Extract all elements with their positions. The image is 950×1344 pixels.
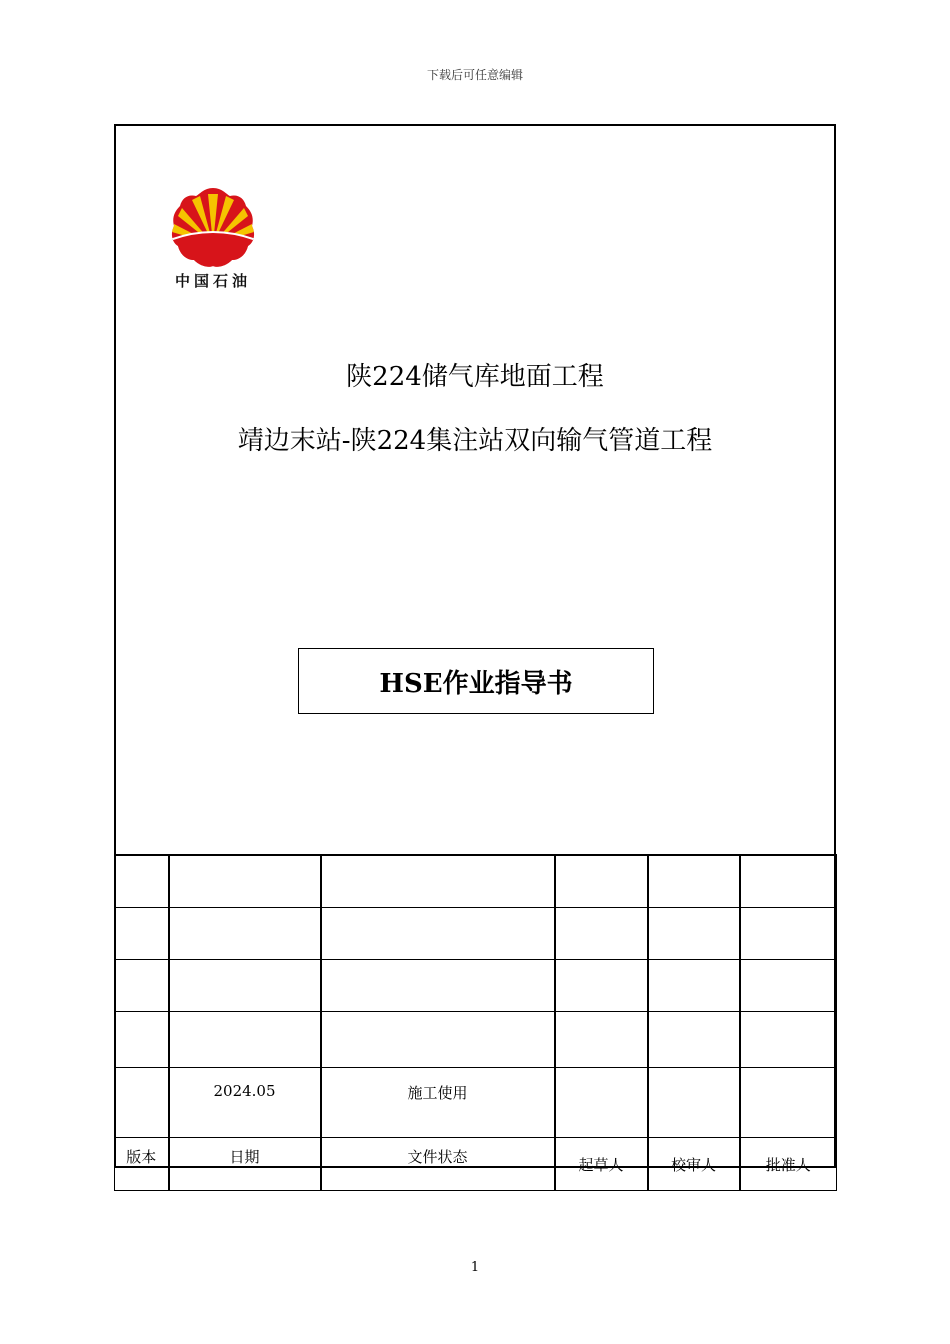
project-title-line2: 靖边末站-陕224集注站双向输气管道工程 — [237, 426, 713, 456]
table-row — [115, 855, 837, 908]
table-cell — [555, 960, 648, 1012]
header-status: 文件状态 — [321, 1138, 555, 1191]
table-cell — [321, 1012, 555, 1068]
petrochina-logo-icon — [170, 184, 256, 270]
table-cell — [115, 1012, 169, 1068]
reviewer-cell — [648, 1068, 740, 1138]
table-cell — [648, 908, 740, 960]
status-cell: 施工使用 — [321, 1068, 555, 1138]
table-cell — [648, 1012, 740, 1068]
table-cell — [169, 908, 321, 960]
cover-frame — [114, 124, 836, 1174]
table-cell — [740, 960, 837, 1012]
table-cell — [555, 908, 648, 960]
table-cell — [169, 960, 321, 1012]
table-cell — [740, 855, 837, 908]
header-note: 下载后可任意编辑 — [426, 68, 523, 82]
table-row — [115, 1068, 837, 1138]
page-number: 1 — [470, 1260, 480, 1275]
header-version: 版本 — [115, 1138, 169, 1191]
company-logo — [170, 184, 256, 294]
document-type-box — [298, 648, 654, 714]
table-row — [115, 1012, 837, 1068]
table-cell — [555, 1012, 648, 1068]
revision-table — [114, 854, 837, 1191]
header-date: 日期 — [169, 1138, 321, 1191]
table-row — [115, 908, 837, 960]
table-cell — [115, 960, 169, 1012]
project-title-line1: 陕224储气库地面工程 — [346, 362, 604, 392]
version-cell — [115, 1068, 169, 1138]
table-row — [115, 960, 837, 1012]
table-cell — [321, 908, 555, 960]
table-cell — [648, 855, 740, 908]
logo-text: 中国石油 — [174, 272, 251, 290]
table-header-row — [115, 1138, 837, 1191]
table-cell — [169, 1012, 321, 1068]
header-reviewer: 校审人 — [648, 1138, 740, 1191]
table-cell — [169, 855, 321, 908]
table-cell — [321, 960, 555, 1012]
approver-cell — [740, 1068, 837, 1138]
table-cell — [115, 908, 169, 960]
date-cell: 2024.05 — [169, 1068, 321, 1138]
drafter-cell — [555, 1068, 648, 1138]
table-cell — [321, 855, 555, 908]
table-cell — [740, 1012, 837, 1068]
document-type-title: HSE作业指导书 — [379, 668, 573, 699]
header-drafter: 起草人 — [555, 1138, 648, 1191]
header-approver: 批准人 — [740, 1138, 837, 1191]
table-cell — [115, 855, 169, 908]
table-cell — [740, 908, 837, 960]
table-cell — [555, 855, 648, 908]
table-cell — [648, 960, 740, 1012]
